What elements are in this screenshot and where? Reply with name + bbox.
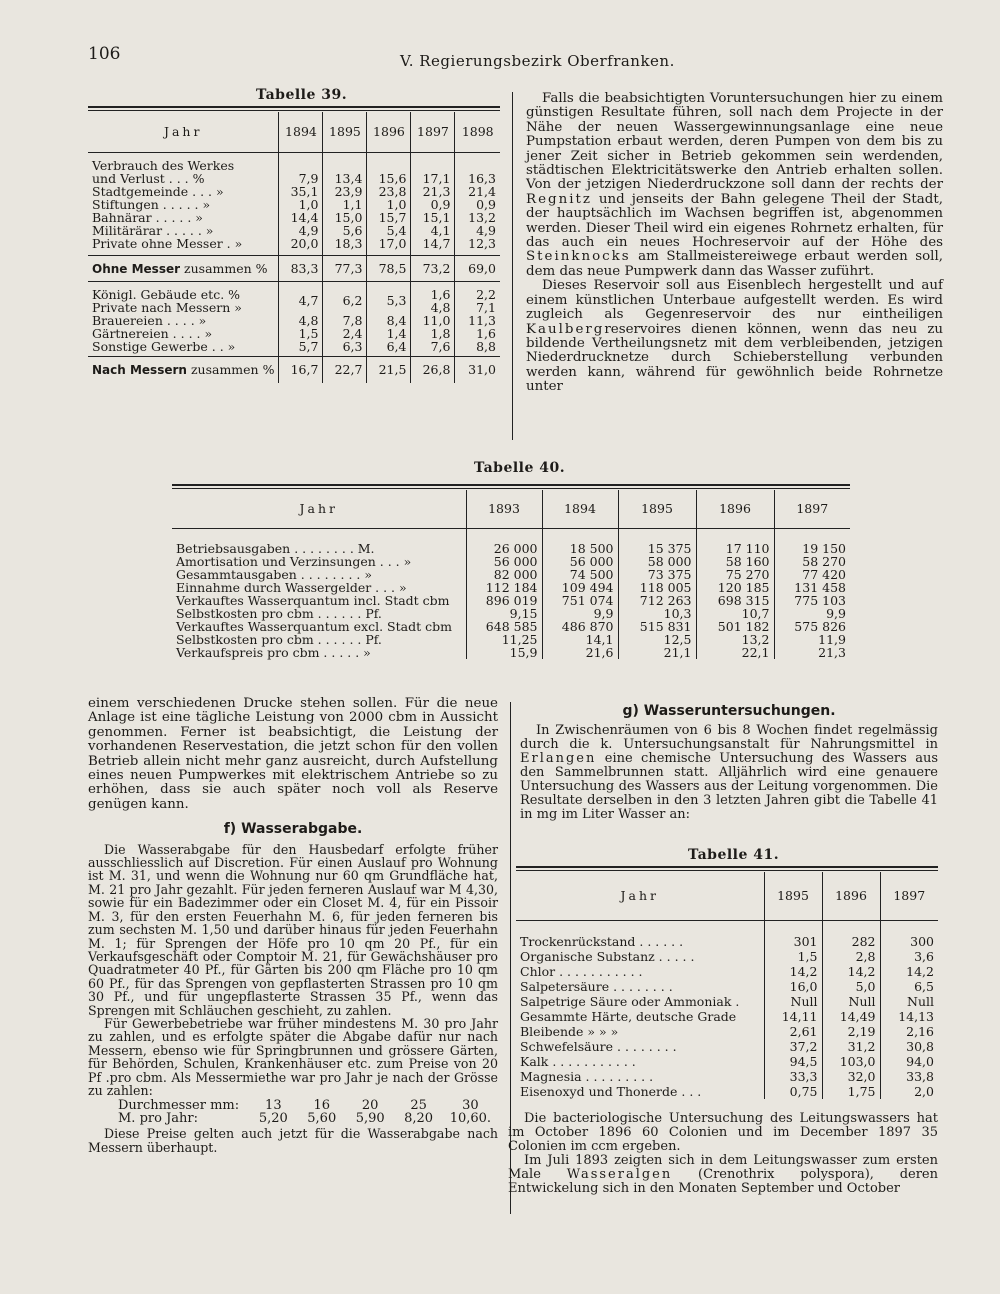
table41-row-label: Organische Substanz . . . . . xyxy=(520,949,695,964)
table41-row-label: Schwefelsäure . . . . . . . . xyxy=(520,1039,677,1054)
table40-year: 1896 xyxy=(696,490,774,528)
right-column-end xyxy=(508,1112,938,1196)
table39-year: 1896 xyxy=(367,112,411,152)
table40-cell: 11,25 xyxy=(466,633,542,646)
table40-cell: 120 185 xyxy=(696,581,774,594)
right-column-bottom xyxy=(520,704,938,822)
table40-cell: 131 458 xyxy=(774,581,850,594)
table40-cell: 9,9 xyxy=(542,607,618,620)
meter-cell: 5,20 xyxy=(258,1111,288,1127)
table39-year-header: Jahr xyxy=(163,124,203,140)
table40-row-label: Einnahme durch Wassergelder . . . » xyxy=(176,580,407,595)
table41-cell: 32,0 xyxy=(822,1069,880,1084)
table39-cell: 12,3 xyxy=(455,237,500,250)
table40-cell: 58 000 xyxy=(618,555,696,568)
table40-cell: 58 160 xyxy=(696,555,774,568)
table41-cell: 14,49 xyxy=(822,1009,880,1024)
table41-cell: 37,2 xyxy=(764,1039,822,1054)
table41-cell: 282 xyxy=(822,934,880,949)
table39-cell: 4,9 xyxy=(455,224,500,237)
table39-group-title: Verbrauch des Werkes xyxy=(92,157,235,173)
table41-cell: 300 xyxy=(880,934,938,949)
table41-row-label: Chlor . . . . . . . . . . . xyxy=(520,964,643,979)
table41-row xyxy=(516,1069,938,1084)
table40-cell: 17 110 xyxy=(696,542,774,555)
table39-sum2-cell: 31,0 xyxy=(455,357,500,383)
table40-cell: 13,2 xyxy=(696,633,774,646)
table39-sum2-cell: 26,8 xyxy=(411,357,455,383)
table41-cell: 14,2 xyxy=(880,964,938,979)
table41-cell: 31,2 xyxy=(822,1039,880,1054)
table40-cell: 10,3 xyxy=(618,607,696,620)
table40-cell: 56 000 xyxy=(542,555,618,568)
table41-row xyxy=(516,994,938,1009)
table39-row xyxy=(88,185,500,198)
table40-cell: 486 870 xyxy=(542,620,618,633)
table40-cell: 109 494 xyxy=(542,581,618,594)
table41-row xyxy=(516,1009,938,1024)
table40-cell: 9,15 xyxy=(466,607,542,620)
table40-cell: 515 831 xyxy=(618,620,696,633)
table39-merged-cell: 4,7 xyxy=(279,288,323,314)
meter-cell: 8,20 xyxy=(404,1111,434,1127)
table40-row xyxy=(172,646,850,659)
table41-cell: 16,0 xyxy=(764,979,822,994)
table41-cell: 14,13 xyxy=(880,1009,938,1024)
table39-caption: Tabelle 39. xyxy=(256,87,348,103)
meter-row-label: M. pro Jahr: xyxy=(118,1111,198,1127)
table41 xyxy=(516,872,938,1099)
table39-row-label: Private nach Messern » xyxy=(92,299,242,315)
table40-row-label: Betriebsausgaben . . . . . . . . M. xyxy=(176,541,375,556)
table39-year: 1895 xyxy=(323,112,367,152)
table41-cell: 33,8 xyxy=(880,1069,938,1084)
table39-sum1-cell: 83,3 xyxy=(279,256,323,282)
table40-cell: 712 263 xyxy=(618,594,696,607)
table39-cell: 4,8 xyxy=(279,314,323,327)
meter-cell: 16 xyxy=(313,1098,331,1114)
table40-row-label: Verkauftes Wasserquantum incl. Stadt cbm xyxy=(176,593,450,608)
table41-cell: Null xyxy=(880,994,938,1009)
table41-caption: Tabelle 41. xyxy=(688,847,780,863)
table39-cell: 7,1 xyxy=(455,301,500,314)
table41-row-label: Eisenoxyd und Thonerde . . . xyxy=(520,1084,702,1099)
table39-cell: 1,4 xyxy=(367,327,411,340)
table41-row-label: Kalk . . . . . . . . . . . xyxy=(520,1054,636,1069)
table41-cell: 2,61 xyxy=(764,1024,822,1039)
meter-cell: 25 xyxy=(410,1098,427,1114)
table40 xyxy=(172,490,850,659)
table39-row-label: Stadtgemeinde . . . » xyxy=(92,183,224,199)
table39-cell: 1,0 xyxy=(367,198,411,211)
table39-row xyxy=(88,340,500,353)
table39-row-label: Gärtnereien . . . . » xyxy=(92,325,213,341)
table39-sum2-cell: 21,5 xyxy=(367,357,411,383)
table41-year-header: Jahr xyxy=(620,888,659,904)
table39-row-label: Private ohne Messer . » xyxy=(92,235,243,251)
table39-cell: 8,8 xyxy=(455,340,500,353)
table39-sum1-label: Ohne Messer zusammen % xyxy=(92,260,268,276)
table39-cell: 23,8 xyxy=(367,185,411,198)
table40-cell: 58 270 xyxy=(774,555,850,568)
meter-cell: 20 xyxy=(361,1098,379,1114)
table40-cell: 9,9 xyxy=(774,607,850,620)
table40-cell: 10,7 xyxy=(696,607,774,620)
table39-cell: 14,7 xyxy=(411,237,455,250)
table40-cell: 18 500 xyxy=(542,542,618,555)
table40-cell: 74 500 xyxy=(542,568,618,581)
table39-cell: 0,9 xyxy=(455,198,500,211)
table39-cell: 4,9 xyxy=(279,224,323,237)
meter-cell: 13 xyxy=(265,1098,282,1114)
table40-cell: 21,3 xyxy=(774,646,850,659)
table39-cell: 4,1 xyxy=(411,224,455,237)
running-header: V. Regierungsbezirk Oberfranken. xyxy=(400,52,675,70)
table41-year: 1896 xyxy=(822,872,880,920)
table39-cell: 7,8 xyxy=(323,314,367,327)
table39-cell: 8,4 xyxy=(367,314,411,327)
table39-cell: 17,0 xyxy=(367,237,411,250)
table39-row xyxy=(88,327,500,340)
table39-cell: 13,2 xyxy=(455,211,500,224)
table39-row-label: Stiftungen . . . . . » xyxy=(92,196,211,212)
table41-cell: 33,3 xyxy=(764,1069,822,1084)
left-column-bottom xyxy=(88,697,498,1154)
table39-year: 1898 xyxy=(455,112,500,152)
table41-cell: 2,16 xyxy=(880,1024,938,1039)
table39-sum2-cell: 22,7 xyxy=(323,357,367,383)
table39-cell: 1,6 xyxy=(455,327,500,340)
table39-sum1-cell: 69,0 xyxy=(455,256,500,282)
table40-cell: 575 826 xyxy=(774,620,850,633)
table39-row xyxy=(88,288,500,301)
table40-caption: Tabelle 40. xyxy=(474,460,566,476)
table41-cell: 301 xyxy=(764,934,822,949)
table39-cell: 21,4 xyxy=(455,185,500,198)
table40-row-label: Amortisation und Verzinsungen . . . » xyxy=(176,554,412,569)
table39-row xyxy=(88,314,500,327)
table41-row-label: Salpetersäure . . . . . . . . xyxy=(520,979,673,994)
table40-cell: 751 074 xyxy=(542,594,618,607)
table39-row xyxy=(88,211,500,224)
table39-cell: 18,3 xyxy=(323,237,367,250)
table39-cell: 16,3 xyxy=(455,172,500,185)
table41-row-label: Bleibende » » » xyxy=(520,1024,619,1039)
paragraph: Die Wasserabgabe für den Hausbedarf erfolgte früher ausschliesslich auf Discretion. Für einen Auslauf pro Wohnung ist M. 31, und wenn die Wohnung nur 60 qm Grundfläche hat, M. 21 pro Jahr gezahlt. Für jeden ferneren Auslauf war M 4,30, sowie für ein Badezimmer oder ein Closet M. 4, für ein Pissoir M. 3, für den ersten Feuerhahn M. 6, für jeden ferneren bis zum sechsten M. 1,50 und darüber hinaus für jeden Feuerhahn M. 1; für Sprengen der Höfe pro 10 qm 20 Pf., für ein Verkaufsgeschäft oder Comptoir M. 21, für Gewächshäuser pro Quadratmeter 40 Pf., für Gärten bis 200 qm Fläche pro 10 qm 60 Pf., für das Sprengen von gepflasterten Strassen pro 10 qm 30 Pf., und für ungepflasterte Strassen 35 Pf., wenn das Sprengen mit Schläuchen geschieht, zu zahlen. xyxy=(88,841,498,1018)
table41-cell: 0,75 xyxy=(764,1084,822,1099)
table41-row-label: Gesammte Härte, deutsche Grade xyxy=(520,1009,737,1024)
table39-cell: 2,2 xyxy=(455,288,500,301)
table40-cell: 26 000 xyxy=(466,542,542,555)
table40-cell: 82 000 xyxy=(466,568,542,581)
table39-row-label: Brauereien . . . . » xyxy=(92,312,207,328)
meter-cell: 5,60 xyxy=(307,1111,337,1127)
table40-row-label: Verkauftes Wasserquantum excl. Stadt cbm xyxy=(176,619,452,634)
table39-cell: 5,7 xyxy=(279,340,323,353)
table41-row xyxy=(516,1039,938,1054)
table39-cell: 1,1 xyxy=(323,198,367,211)
table41-year: 1895 xyxy=(764,872,822,920)
table41-cell: 2,19 xyxy=(822,1024,880,1039)
table41-cell: 94,5 xyxy=(764,1054,822,1069)
table40-year-header: Jahr xyxy=(299,501,338,517)
table40-year: 1897 xyxy=(774,490,850,528)
table39-row-label: Königl. Gebäude etc. % xyxy=(92,286,241,302)
table39-cell: 11,3 xyxy=(455,314,500,327)
table41-cell: 2,8 xyxy=(822,949,880,964)
table40-cell: 77 420 xyxy=(774,568,850,581)
table39-sum2-label: Nach Messern zusammen % xyxy=(92,361,275,377)
table41-row xyxy=(516,949,938,964)
table40-row-label: Verkaufspreis pro cbm . . . . . » xyxy=(176,645,371,660)
table39-row xyxy=(88,172,500,185)
table41-cell: 30,8 xyxy=(880,1039,938,1054)
meter-cell: 10,60. xyxy=(449,1111,492,1127)
paragraph: Dieses Reservoir soll aus Eisenblech hergestellt und auf einem künstlichen Unterbaue aufgestellt werden. Es wird zugleich als Gegenreservoir des nur eintheiligen Kaulbergreservoires dienen können, wenn das neu zu bildende Vertheilungsnetz mit dem verbleibenden, jetzigen Niederdrucknetze durch Schieberstellung verbunden werden kann, während für gewöhnlich beide Rohrnetze unter xyxy=(526,278,943,395)
table41-row xyxy=(516,979,938,994)
table39-cell: 7,6 xyxy=(411,340,455,353)
table39-row xyxy=(88,237,500,250)
table39-cell: 6,4 xyxy=(367,340,411,353)
table39-cell: 1,6 xyxy=(411,288,455,301)
table41-row-label: Magnesia . . . . . . . . . xyxy=(520,1069,654,1084)
table41-year: 1897 xyxy=(880,872,938,920)
table40-year: 1895 xyxy=(618,490,696,528)
table40-cell: 22,1 xyxy=(696,646,774,659)
table39-cell: 17,1 xyxy=(411,172,455,185)
table39-year: 1897 xyxy=(411,112,455,152)
table39-cell: 4,8 xyxy=(411,301,455,314)
table40-cell: 12,5 xyxy=(618,633,696,646)
table41-row-label: Salpetrige Säure oder Ammoniak . xyxy=(520,994,740,1009)
table39-row xyxy=(88,224,500,237)
table41-cell: 6,5 xyxy=(880,979,938,994)
table39-cell: 13,4 xyxy=(323,172,367,185)
table40-cell: 501 182 xyxy=(696,620,774,633)
table40-cell: 648 585 xyxy=(466,620,542,633)
table39-year: 1894 xyxy=(279,112,323,152)
table41-cell: Null xyxy=(764,994,822,1009)
table41-row xyxy=(516,1084,938,1099)
table40-cell: 56 000 xyxy=(466,555,542,568)
table40-cell: 15 375 xyxy=(618,542,696,555)
table40-cell: 698 315 xyxy=(696,594,774,607)
table39-cell: 21,3 xyxy=(411,185,455,198)
table39-cell: 35,1 xyxy=(279,185,323,198)
paragraph: In Zwischenräumen von 6 bis 8 Wochen findet regelmässig durch die k. Untersuchungsanstalt für Nahrungsmittel in Erlangen eine chemische Untersuchung des Wassers aus den Sammelbrunnen statt. Alljährlich wird eine genauere Untersuchung des Wassers aus der Leitung vorgenommen. Die Resultate derselben in den 3 letzten Jahren gibt die Tabelle 41 in mg im Liter Wasser an: xyxy=(520,723,938,823)
table41-cell: 94,0 xyxy=(880,1054,938,1069)
section-heading-g: g) Wasseruntersuchungen. xyxy=(622,703,836,719)
page-number: 106 xyxy=(88,44,121,64)
table41-row xyxy=(516,1024,938,1039)
table39-sum1-cell: 77,3 xyxy=(323,256,367,282)
table39-cell: 1,8 xyxy=(411,327,455,340)
table41-row xyxy=(516,934,938,949)
table41-cell: 14,2 xyxy=(764,964,822,979)
table39-row xyxy=(88,198,500,211)
table40-cell: 14,1 xyxy=(542,633,618,646)
table41-row xyxy=(516,1054,938,1069)
meter-row-label: Durchmesser mm: xyxy=(118,1098,240,1114)
table40-cell: 21,1 xyxy=(618,646,696,659)
table40-cell: 19 150 xyxy=(774,542,850,555)
table39-cell: 14,4 xyxy=(279,211,323,224)
table39-cell: 15,6 xyxy=(367,172,411,185)
paragraph: Im Juli 1893 zeigten sich in dem Leitungswasser zum ersten Male Wasseralgen (Crenothrix polyspora), deren Entwickelung sich in den Monaten September und October xyxy=(508,1153,938,1196)
table39-row-label: Militärärar . . . . . » xyxy=(92,222,214,238)
table40-cell: 896 019 xyxy=(466,594,542,607)
table40-cell: 75 270 xyxy=(696,568,774,581)
table41-cell: 3,6 xyxy=(880,949,938,964)
table39-cell: 5,6 xyxy=(323,224,367,237)
table39-cell: 2,4 xyxy=(323,327,367,340)
section-heading-f: f) Wasserabgabe. xyxy=(223,821,363,838)
right-column-top xyxy=(526,92,943,395)
table39-row-label: Sonstige Gewerbe . . » xyxy=(92,338,236,354)
table39-cell: 7,9 xyxy=(279,172,323,185)
table39 xyxy=(88,112,500,383)
paragraph: Diese Preise gelten auch jetzt für die Wasserabgabe nach Messern überhaupt. xyxy=(88,1126,498,1155)
table41-cell: 1,75 xyxy=(822,1084,880,1099)
table39-row-label: und Verlust . . . % xyxy=(92,170,205,186)
table41-cell: Null xyxy=(822,994,880,1009)
table39-cell: 1,0 xyxy=(279,198,323,211)
paragraph: Für Gewerbebetriebe war früher mindestens M. 30 pro Jahr zu zahlen, und es erfolgte später die Abgabe dafür nur nach Messern, ebenso wie für Springbrunnen und grössere Gärten, für Behörden, Schulen, Krankenhäuser etc. zum Preise von 20 Pf .pro cbm. Als Messermiethe war pro Jahr je nach der Grösse zu zahlen: xyxy=(88,1015,498,1098)
table41-row-label: Trockenrückstand . . . . . . xyxy=(520,934,684,949)
table39-cell: 15,0 xyxy=(323,211,367,224)
table39-cell: 15,1 xyxy=(411,211,455,224)
table39-cell: 11,0 xyxy=(411,314,455,327)
table39-row-label: Bahnärar . . . . . » xyxy=(92,209,203,225)
meter-cell: 5,90 xyxy=(355,1111,385,1127)
table39-cell: 20,0 xyxy=(279,237,323,250)
table40-cell: 11,9 xyxy=(774,633,850,646)
table41-cell: 103,0 xyxy=(822,1054,880,1069)
table40-cell: 15,9 xyxy=(466,646,542,659)
paragraph: Falls die beabsichtigten Voruntersuchungen hier zu einem günstigen Resultate führen, soll nach dem Projecte in der Nähe der neuen Wassergewinnungsanlage eine neue Pumpstation erbaut werden, deren Pumpen von dem bis zu jener Zeit sicher in Betrieb gekommen sein werdenden, städtischen Elektricitätswerke den Antrieb erhalten sollen. Von der jetzigen Niederdruckzone soll dann der rechts der Regnitz und jenseits der Bahn gelegene Theil der Stadt, der hauptsächlich im Wachsen begriffen ist, abgenommen werden. Dieser Theil wird ein eigenes Rohrnetz erhalten, für das auch ein neues Hochreservoir auf der Höhe des Steinknocks am Stallmeistereiwege erbaut werden soll, dem das neue Pumpwerk dann das Wasser zuführt. xyxy=(526,91,943,279)
table39-cell: 6,3 xyxy=(323,340,367,353)
table39-merged-cell: 6,2 xyxy=(323,288,367,314)
table40-year: 1893 xyxy=(466,490,542,528)
paragraph: Die bacteriologische Untersuchung des Leitungswassers hat im October 1896 60 Colonien und im December 1897 35 Colonien im ccm ergeben. xyxy=(508,1111,938,1154)
table40-row-label: Selbstkosten pro cbm . . . . . . Pf. xyxy=(176,632,382,647)
table39-sum2-cell: 16,7 xyxy=(279,357,323,383)
meter-rent-table xyxy=(114,1099,498,1125)
table41-cell: 14,2 xyxy=(822,964,880,979)
table39-merged-cell: 5,3 xyxy=(367,288,411,314)
table41-row xyxy=(516,964,938,979)
paragraph: einem verschiedenen Drucke stehen sollen. Für die neue Anlage ist eine tägliche Leistung von 2000 cbm in Aussicht genommen. Ferner ist beabsichtigt, die Leistung der vorhandenen Reservestation, die jetzt schon für den vollen Betrieb allein nicht mehr ganz ausreicht, durch Aufstellung eines neuen Pumpwerkes mit elektrischem Antriebe so zu erhöhen, dass sie auch später noch voll als Reserve genügen kann. xyxy=(88,696,498,812)
table39-cell: 5,4 xyxy=(367,224,411,237)
table41-cell: 14,11 xyxy=(764,1009,822,1024)
table41-cell: 2,0 xyxy=(880,1084,938,1099)
table40-cell: 118 005 xyxy=(618,581,696,594)
table39-sum1-cell: 73,2 xyxy=(411,256,455,282)
table40-year: 1894 xyxy=(542,490,618,528)
table41-cell: 5,0 xyxy=(822,979,880,994)
table39-cell: 23,9 xyxy=(323,185,367,198)
table39-cell: 15,7 xyxy=(367,211,411,224)
meter-cell: 30 xyxy=(462,1098,479,1114)
table40-cell: 775 103 xyxy=(774,594,850,607)
table41-cell: 1,5 xyxy=(764,949,822,964)
table40-cell: 21,6 xyxy=(542,646,618,659)
table40-row-label: Gesammtausgaben . . . . . . . . » xyxy=(176,567,372,582)
table40-cell: 73 375 xyxy=(618,568,696,581)
table40-cell: 112 184 xyxy=(466,581,542,594)
table40-row-label: Selbstkosten pro cbm . . . . . . Pf. xyxy=(176,606,382,621)
table39-cell: 1,5 xyxy=(279,327,323,340)
table39-cell: 0,9 xyxy=(411,198,455,211)
table39-sum1-cell: 78,5 xyxy=(367,256,411,282)
